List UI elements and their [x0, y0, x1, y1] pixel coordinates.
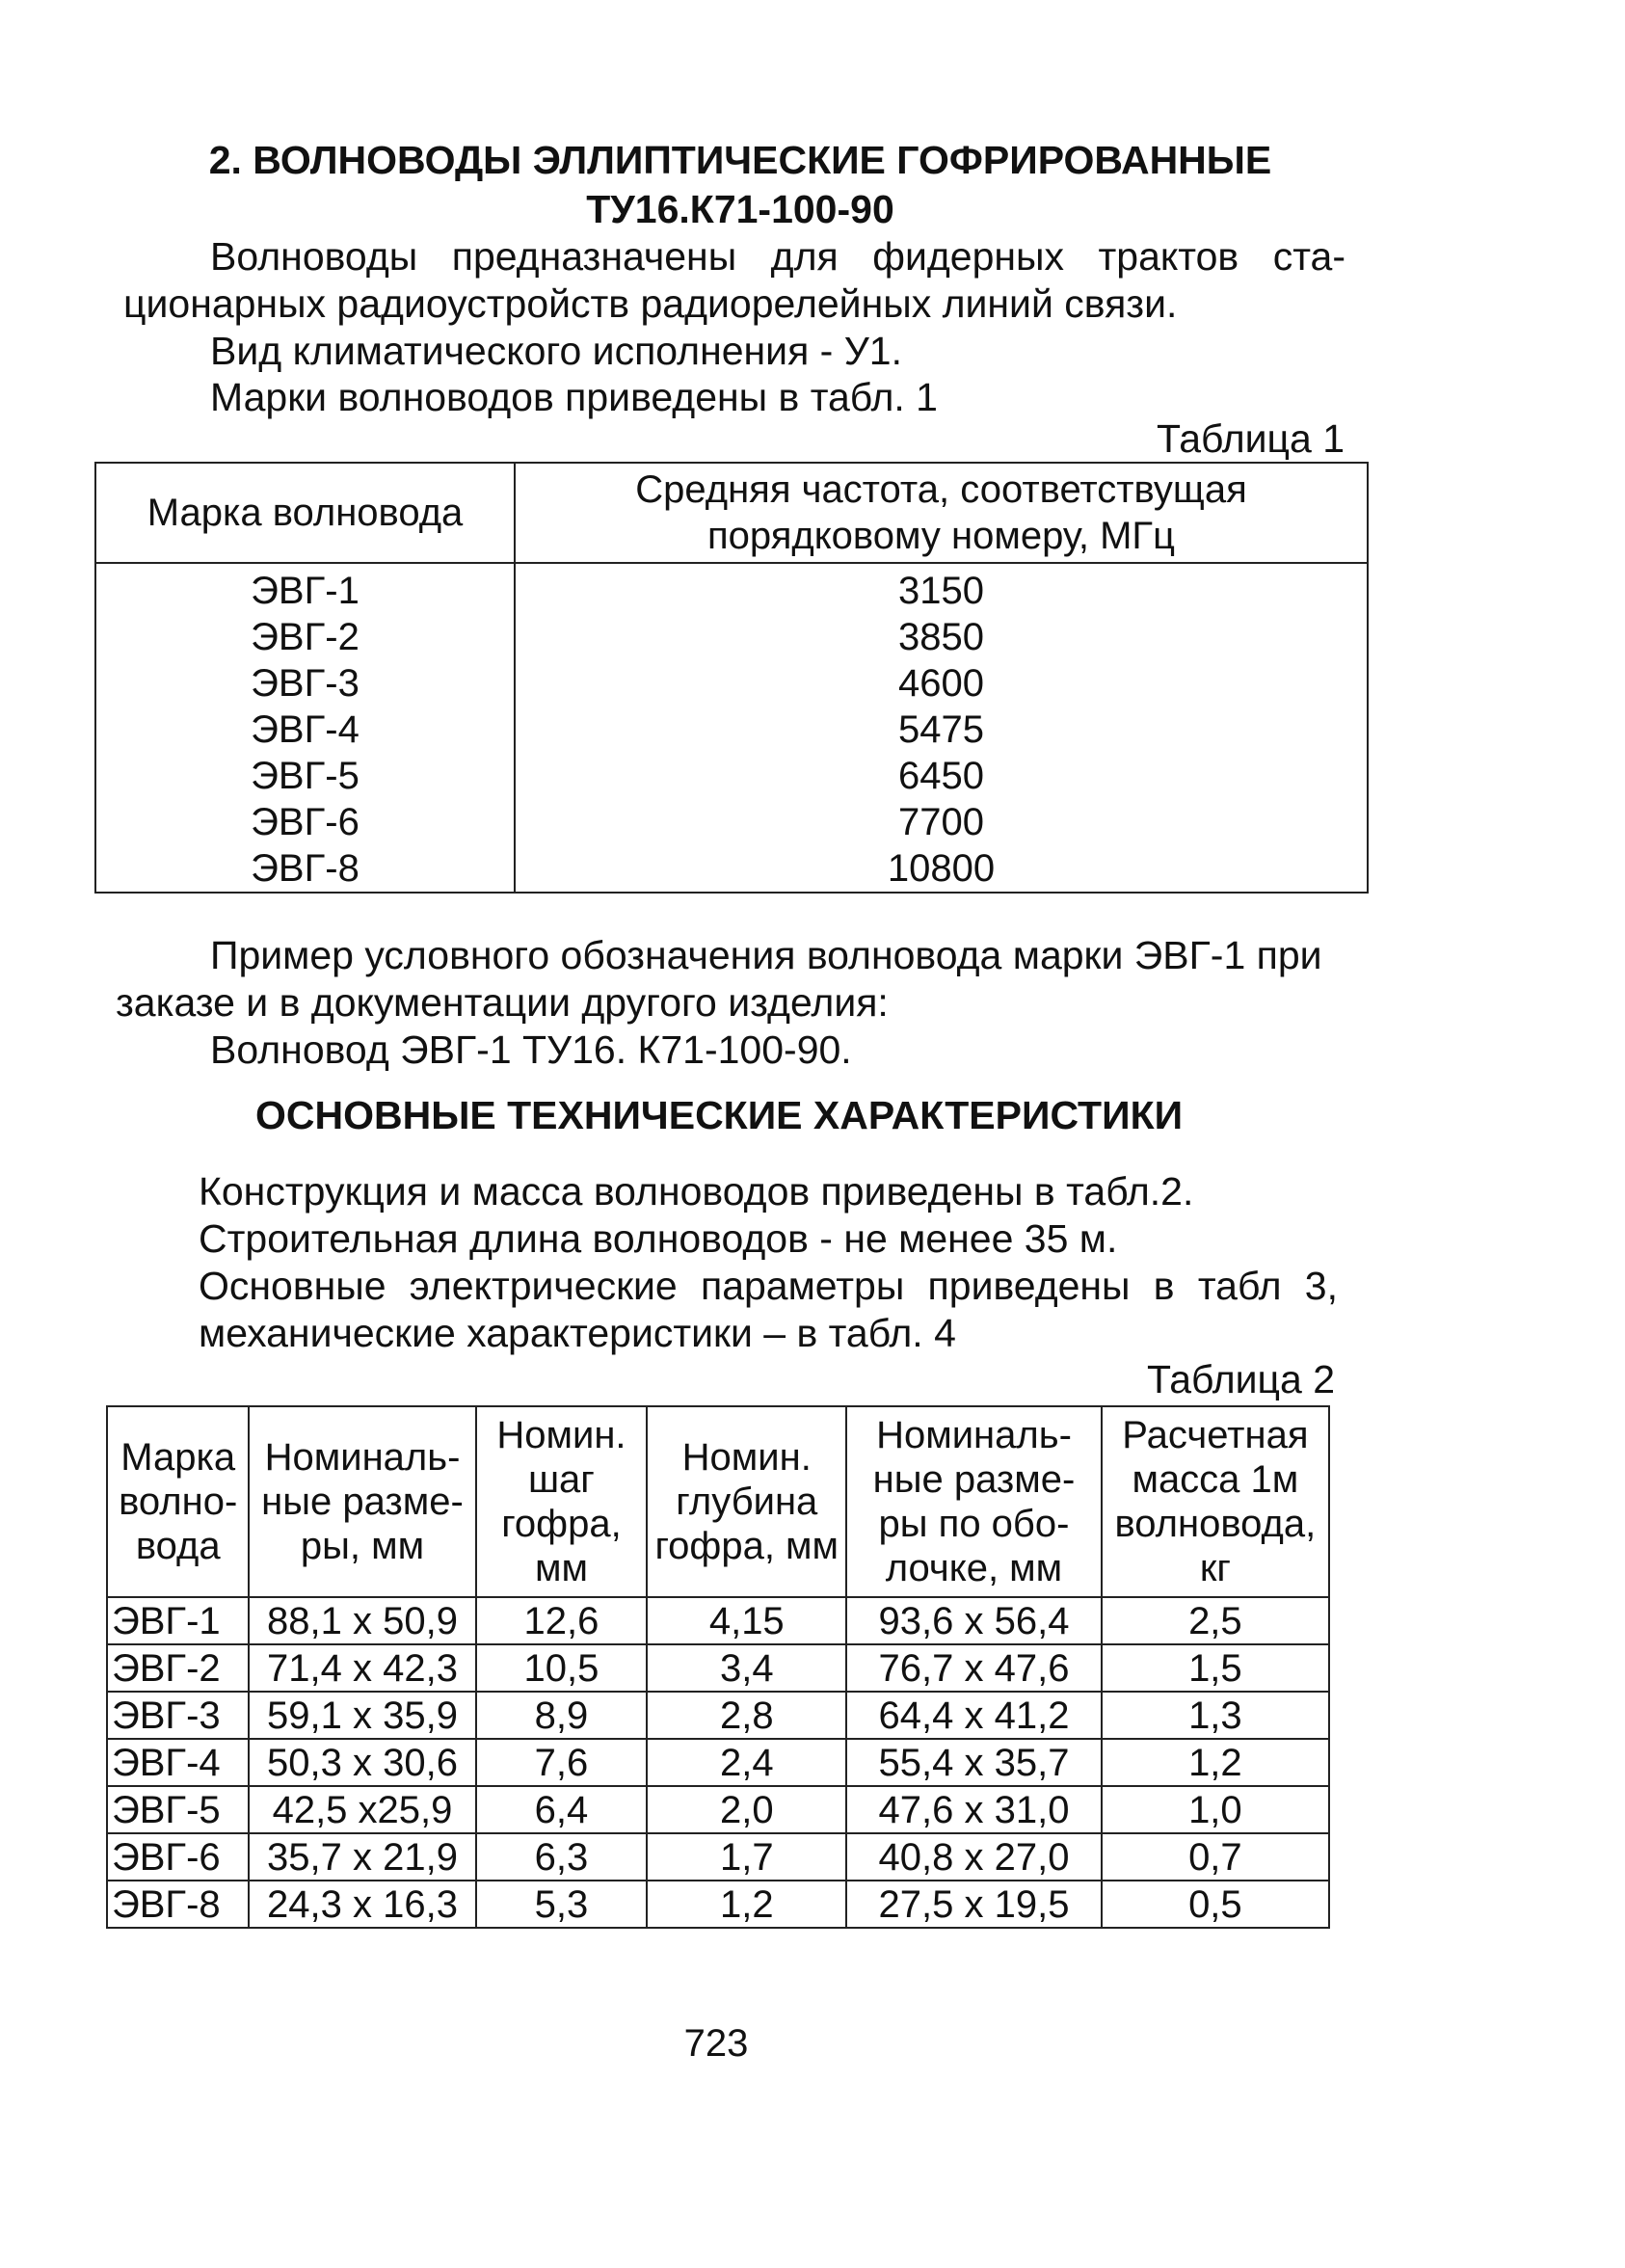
table1-cell: ЭВГ-3	[95, 660, 515, 707]
table2-cell: 8,9	[476, 1692, 648, 1739]
table2-cell: 0,7	[1102, 1833, 1329, 1881]
section-subtitle: ТУ16.К71-100-90	[586, 187, 894, 231]
table2	[106, 1405, 1330, 1929]
table2-cell: 6,4	[476, 1786, 648, 1833]
table2-header-cell: Номин. шаг гофра, мм	[476, 1406, 648, 1597]
table2-cell: 47,6 х 31,0	[846, 1786, 1102, 1833]
table2-cell: 35,7 х 21,9	[249, 1833, 475, 1881]
table1-row	[95, 660, 1368, 707]
table1-cell: 6450	[515, 753, 1368, 799]
table2-cell: 10,5	[476, 1644, 648, 1692]
table1-cell: ЭВГ-6	[95, 799, 515, 845]
table2-cell: 59,1 х 35,9	[249, 1692, 475, 1739]
table2-row	[107, 1881, 1329, 1928]
table1-row	[95, 614, 1368, 660]
example-line3: Волновод ЭВГ-1 ТУ16. К71-100-90.	[210, 1027, 852, 1072]
table1-cell: ЭВГ-5	[95, 753, 515, 799]
table2-cell: 27,5 х 19,5	[846, 1881, 1102, 1928]
table1-row	[95, 563, 1368, 614]
table2-cell: 93,6 х 56,4	[846, 1597, 1102, 1644]
table2-cell: 2,4	[647, 1739, 846, 1786]
table1-cell: ЭВГ-8	[95, 845, 515, 893]
specs-title: ОСНОВНЫЕ ТЕХНИЧЕСКИЕ ХАРАКТЕРИСТИКИ	[255, 1093, 1184, 1137]
table2-cell: 1,3	[1102, 1692, 1329, 1739]
table2-cell: 12,6	[476, 1597, 648, 1644]
table1-header-row	[95, 463, 1368, 563]
table1-cell: ЭВГ-2	[95, 614, 515, 660]
table1-cell: ЭВГ-4	[95, 707, 515, 753]
table1-cell: 3150	[515, 563, 1368, 614]
table2-cell: ЭВГ-1	[107, 1597, 249, 1644]
example-line2: заказе и в документации другого изделия:	[116, 980, 889, 1025]
table2-cell: 3,4	[647, 1644, 846, 1692]
table2-cell: 76,7 х 47,6	[846, 1644, 1102, 1692]
table1-header-cell: Средняя частота, соответствущая порядковому номеру, МГц	[515, 463, 1368, 563]
intro-paragraph-line1: Волноводы предназначены для фидерных трактов ста-	[210, 234, 1345, 279]
table1-cell: 10800	[515, 845, 1368, 893]
table1-cell: 7700	[515, 799, 1368, 845]
table2-row	[107, 1786, 1329, 1833]
table2-header-cell: Марка волно-вода	[107, 1406, 249, 1597]
table2-cell: ЭВГ-3	[107, 1692, 249, 1739]
table1-cell: 3850	[515, 614, 1368, 660]
table2-cell: 7,6	[476, 1739, 648, 1786]
table2-cell: 24,3 х 16,3	[249, 1881, 475, 1928]
table2-cell: 1,7	[647, 1833, 846, 1881]
table2-cell: 40,8 х 27,0	[846, 1833, 1102, 1881]
section-title: 2. ВОЛНОВОДЫ ЭЛЛИПТИЧЕСКИЕ ГОФРИРОВАННЫЕ	[208, 138, 1272, 182]
table2-cell: 2,8	[647, 1692, 846, 1739]
table2-cell: 4,15	[647, 1597, 846, 1644]
table2-cell: 55,4 х 35,7	[846, 1739, 1102, 1786]
specs-line3: Основные электрические параметры приведены в табл 3,	[199, 1264, 1338, 1308]
specs-line1: Конструкция и масса волноводов приведены в табл.2.	[199, 1169, 1194, 1214]
table2-row	[107, 1739, 1329, 1786]
table2-header-cell: Номин. глубина гофра, мм	[647, 1406, 846, 1597]
table2-header-cell: Номиналь-ные разме-ры по обо-лочке, мм	[846, 1406, 1102, 1597]
table2-header-cell: Номиналь-ные разме-ры, мм	[249, 1406, 475, 1597]
table1-cell: 5475	[515, 707, 1368, 753]
table2-cell: 0,5	[1102, 1881, 1329, 1928]
table1-caption: Таблица 1	[1157, 416, 1345, 461]
table2-cell: ЭВГ-4	[107, 1739, 249, 1786]
table2-cell: 5,3	[476, 1881, 648, 1928]
table2-cell: 1,0	[1102, 1786, 1329, 1833]
table1-cell: ЭВГ-1	[95, 563, 515, 614]
table1-row	[95, 753, 1368, 799]
table2-cell: ЭВГ-8	[107, 1881, 249, 1928]
example-line1: Пример условного обозначения волновода марки ЭВГ-1 при	[210, 933, 1322, 977]
table1-cell: 4600	[515, 660, 1368, 707]
table2-cell: 2,5	[1102, 1597, 1329, 1644]
table2-caption: Таблица 2	[1147, 1357, 1335, 1401]
table1-row	[95, 707, 1368, 753]
table2-row	[107, 1644, 1329, 1692]
table2-row	[107, 1692, 1329, 1739]
specs-line2: Строительная длина волноводов - не менее 35 м.	[199, 1216, 1118, 1261]
table1-header-cell: Марка волновода	[95, 463, 515, 563]
table2-header-cell: Расчетная масса 1м волновода, кг	[1102, 1406, 1329, 1597]
table2-cell: 50,3 х 30,6	[249, 1739, 475, 1786]
table2-cell: 88,1 х 50,9	[249, 1597, 475, 1644]
intro-paragraph-line2: ционарных радиоустройств радиорелейных линий связи.	[123, 281, 1178, 326]
table2-cell: 2,0	[647, 1786, 846, 1833]
table2-cell: 6,3	[476, 1833, 648, 1881]
table2-cell: ЭВГ-2	[107, 1644, 249, 1692]
table1	[94, 462, 1369, 894]
page-number: 723	[683, 2022, 749, 2065]
table2-cell: 1,5	[1102, 1644, 1329, 1692]
table2-cell: 71,4 х 42,3	[249, 1644, 475, 1692]
table2-cell: ЭВГ-5	[107, 1786, 249, 1833]
table1-row	[95, 799, 1368, 845]
table2-header-row	[107, 1406, 1329, 1597]
climate-version: Вид климатического исполнения - У1.	[210, 329, 902, 373]
table1-reference: Марки волноводов приведены в табл. 1	[210, 375, 938, 419]
table2-cell: ЭВГ-6	[107, 1833, 249, 1881]
table2-cell: 64,4 х 41,2	[846, 1692, 1102, 1739]
table1-row	[95, 845, 1368, 893]
table2-cell: 42,5 х25,9	[249, 1786, 475, 1833]
specs-line4: механические характеристики – в табл. 4	[199, 1311, 956, 1355]
table2-row	[107, 1597, 1329, 1644]
table2-cell: 1,2	[1102, 1739, 1329, 1786]
table2-cell: 1,2	[647, 1881, 846, 1928]
table2-row	[107, 1833, 1329, 1881]
